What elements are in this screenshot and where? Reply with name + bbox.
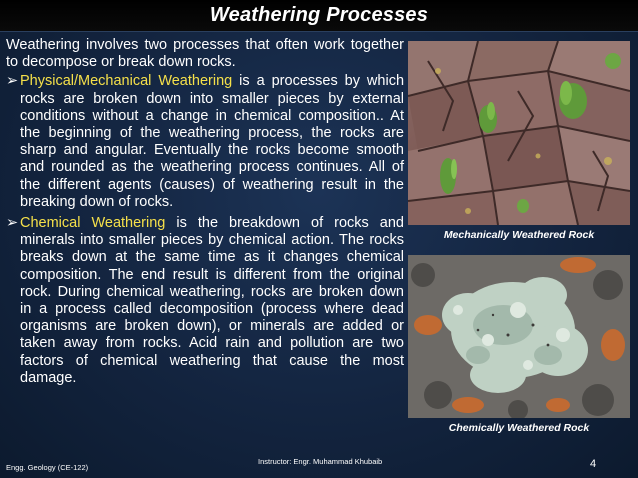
bullet-chemical-weathering (6, 215, 404, 387)
bullet-physical-weathering (6, 73, 404, 211)
bullet-arrow-icon: ➢ (6, 215, 19, 232)
bullet-arrow-icon: ➢ (6, 73, 19, 90)
title-bar (0, 0, 638, 32)
caption-mechanically-weathered-rock: Mechanically Weathered Rock (443, 229, 595, 241)
page-number: 4 (590, 458, 597, 470)
bullet-text-chemical: is the breakdown of rocks and minerals into smaller pieces by chemical action. The rocks breaks down at the same time as it changes chemical composition. The end result is different from the original rock. During chemical weathering, rocks are broken down in a process called decomposition (process where dead organisms are broken down), or minerals are added or taken away from rocks. Acid rain and pollution are two factors of chemical weathering that cause the most damage. (20, 215, 404, 386)
term-physical-weathering: Physical/Mechanical Weathering (20, 73, 233, 90)
caption-chemically-weathered-rock: Chemically Weathered Rock (448, 422, 590, 434)
footer-instructor: Instructor: Engr. Muhammad Khubaib (258, 457, 383, 466)
intro-paragraph: Weathering involves two processes that often work together to decompose or break down rocks. (6, 37, 404, 71)
footer-course: Engg. Geology (CE-122) (6, 463, 89, 472)
mechanically-weathered-rock-image (408, 41, 630, 225)
chemically-weathered-rock-image (408, 255, 630, 418)
bullet-text-physical: is a processes by which rocks are broken down into smaller pieces by external conditions without a change in chemical composition.. At the beginning of the weathering process, the rocks are sharp and angular. Eventually the rocks become smooth and rounded as the weathering process continues. All of the different agents (causes) of weathering result in the breaking down of rocks. (20, 73, 405, 210)
term-chemical-weathering: Chemical Weathering (20, 215, 166, 232)
slide-body (6, 37, 404, 391)
slide-title: Weathering Processes (209, 4, 429, 26)
